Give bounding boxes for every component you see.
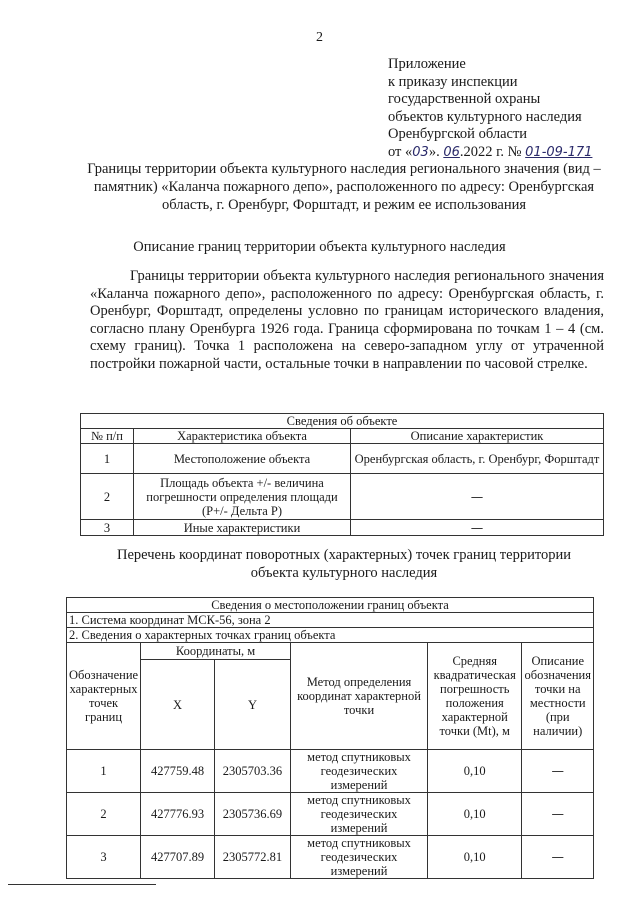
table-caption: Сведения о местоположении границ объекта — [67, 598, 594, 613]
table-row: 3 427707.89 2305772.81 метод спутниковых геодезических измерений 0,10 — — [67, 836, 594, 879]
column-header: Средняя квадратическая погрешность положения характерной точки (Mt), м — [428, 643, 522, 750]
column-header: Координаты, м — [141, 643, 291, 660]
appendix-line: Приложение — [388, 56, 466, 72]
order-number: 01-09-171 — [525, 144, 593, 160]
document-title: Границы территории объекта культурного наследия регионального значения (вид – памятник) «Каланча пожарного депо», расположенного по адресу: Оренбургская область, г. Оренбург, Форштадт, и режим ее использования — [87, 161, 601, 213]
table-row: 2 427776.93 2305736.69 метод спутниковых геодезических измерений 0,10 — — [67, 793, 594, 836]
coordinate-system: 1. Система координат МСК-56, зона 2 — [67, 613, 594, 628]
coordinates-table — [66, 597, 594, 879]
section-subtitle: Описание границ территории объекта культурного наследия — [133, 239, 506, 255]
column-header-x: X — [141, 660, 215, 750]
points-caption: 2. Сведения о характерных точках границ объекта — [67, 628, 594, 643]
body-paragraph: Границы территории объекта культурного наследия регионального значения «Каланча пожарного депо», расположенного по адресу: Оренбургская область, г. Оренбург, Форштадт, определены условно по границам исторического владения, согласно плану Оренбурга 1926 года. Граница сформирована по точкам 1 – 4 (см. схему границ). Точка 1 расположена на северо-западном углу от утраченной постройки пожарной части, остальные точки в направлении по часовой стрелке. — [90, 268, 604, 372]
column-header: Описание обозначения точки на местности (при наличии) — [522, 643, 594, 750]
column-header: Характеристика объекта — [134, 429, 351, 444]
appendix-line: к приказу инспекции — [388, 73, 518, 90]
table-row: 1 427759.48 2305703.36 метод спутниковых геодезических измерений 0,10 — — [67, 750, 594, 793]
appendix-block — [388, 56, 592, 161]
column-header: Описание характеристик — [351, 429, 604, 444]
appendix-line: государственной охраны — [388, 91, 541, 107]
page-number: 2 — [316, 30, 323, 45]
table-row: 3 Иные характеристики — — [81, 520, 604, 536]
footnote-divider — [8, 884, 156, 885]
table-caption: Сведения об объекте — [81, 414, 604, 429]
appendix-line: Оренбургской области — [388, 126, 528, 142]
column-header: № п/п — [81, 429, 134, 444]
appendix-line: объектов культурного наследия — [388, 108, 582, 125]
table-row: 1 Местоположение объекта Оренбургская область, г. Оренбург, Форштадт — [81, 444, 604, 474]
table-row: 2 Площадь объекта +/- величина погрешности определения площади (P+/- Дельта P) — — [81, 474, 604, 520]
column-header: Метод определения координат характерной точки — [291, 643, 428, 750]
appendix-date-line: от «03». 06.2022 г. № 01-09-171 — [388, 143, 593, 160]
object-info-table — [80, 413, 604, 536]
column-header: Обозначение характерных точек границ — [67, 643, 141, 750]
coordinates-section-title: Перечень координат поворотных (характерных) точек границ территории объекта культурного наследия — [116, 547, 572, 581]
date-day: 03 — [412, 144, 429, 160]
date-month: 06 — [443, 144, 460, 160]
column-header-y: Y — [214, 660, 290, 750]
